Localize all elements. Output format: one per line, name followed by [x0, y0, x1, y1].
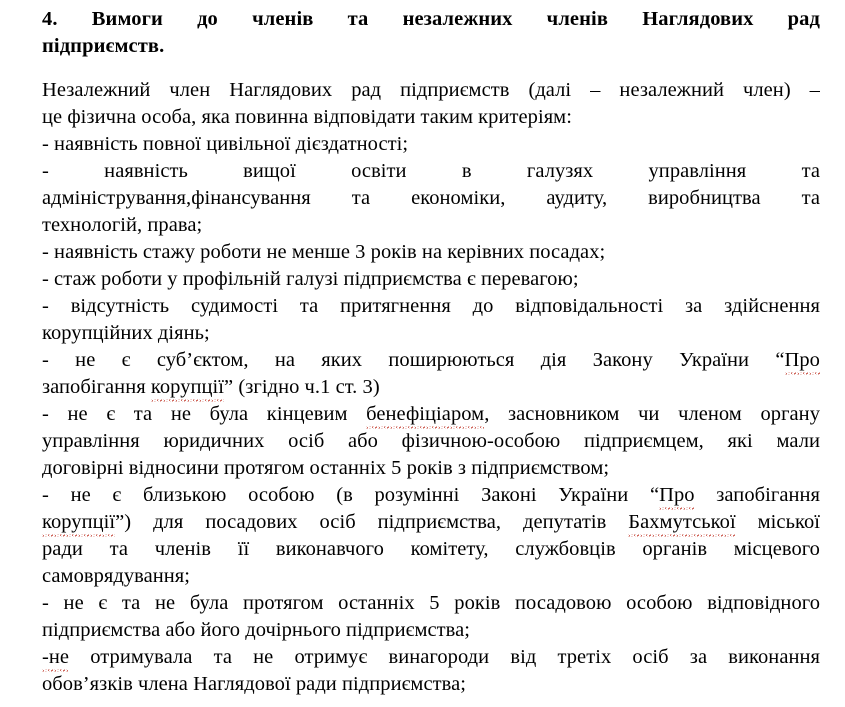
text-line [42, 482, 820, 509]
heading-line-1: 4. Вимоги до членів та незалежних членів Наглядових рад [42, 8, 820, 30]
text-run: ” (згідно ч.1 ст. 3) [224, 376, 380, 398]
text-line: підприємства або його дочірнього підприємства; [42, 619, 471, 641]
text-line: - наявність повної цивільної дієздатності; [42, 133, 409, 155]
text-line: адміністрування,фінансування та економіки, аудиту, виробництва та [42, 187, 820, 209]
body-text [42, 77, 820, 698]
misspelled-word: -не [42, 644, 69, 671]
text-run: - не є близькою особою (в розумінні Законі України “ [42, 484, 660, 506]
misspelled-word: Бахмутської [628, 509, 735, 536]
text-line: - наявність вищої освіти в галузях управління та [42, 160, 820, 182]
text-line: договірні відносини протягом останніх 5 років з підприємством; [42, 457, 610, 479]
text-run: ”) для посадових осіб підприємства, депутатів [115, 511, 629, 533]
text-line: - не є та не була протягом останніх 5 років посадовою особою відповідного [42, 592, 820, 614]
text-line: обов’язків члена Наглядової ради підприємства; [42, 673, 466, 695]
section-heading [42, 6, 820, 60]
text-run: - не є суб’єктом, на яких поширюються дія Закону України “ [42, 349, 785, 371]
text-line [42, 401, 820, 428]
text-line: - відсутність судимості та притягнення до відповідальності за здійснення [42, 295, 820, 317]
text-line: це фізична особа, яка повинна відповідати таким критеріям: [42, 106, 572, 128]
text-line: самоврядування; [42, 565, 191, 587]
misspelled-word: бенефіціаром [366, 401, 484, 428]
misspelled-word: Про [785, 347, 820, 374]
text-line: ради та членів її виконавчого комітету, службовців органів місцевого [42, 538, 820, 560]
text-line [42, 509, 820, 536]
text-run: запобігання [42, 376, 151, 398]
text-line [42, 347, 820, 374]
text-line: Незалежний член Наглядових рад підприємств (далі – незалежний член) – [42, 79, 820, 101]
text-run: запобігання [694, 484, 820, 506]
text-line [42, 374, 820, 401]
text-run: міської [735, 511, 820, 533]
text-run: отримувала та не отримує винагороди від третіх осіб за виконання [69, 646, 820, 668]
text-run: , засновником чи членом органу [484, 403, 820, 425]
misspelled-word: Про [659, 482, 694, 509]
text-line: - стаж роботи у профільній галузі підприємства є перевагою; [42, 268, 579, 290]
misspelled-word: корупції [151, 374, 224, 401]
text-line: - наявність стажу роботи не менше 3 років на керівних посадах; [42, 241, 606, 263]
text-line: технологій, права; [42, 214, 203, 236]
text-line: управління юридичних осіб або фізичною-особою підприємцем, які мали [42, 430, 820, 452]
text-line [42, 644, 820, 671]
text-line: корупційних діянь; [42, 322, 210, 344]
text-run: - не є та не була кінцевим [42, 403, 367, 425]
heading-line-2: підприємств. [42, 35, 165, 57]
misspelled-word: корупції [42, 509, 115, 536]
